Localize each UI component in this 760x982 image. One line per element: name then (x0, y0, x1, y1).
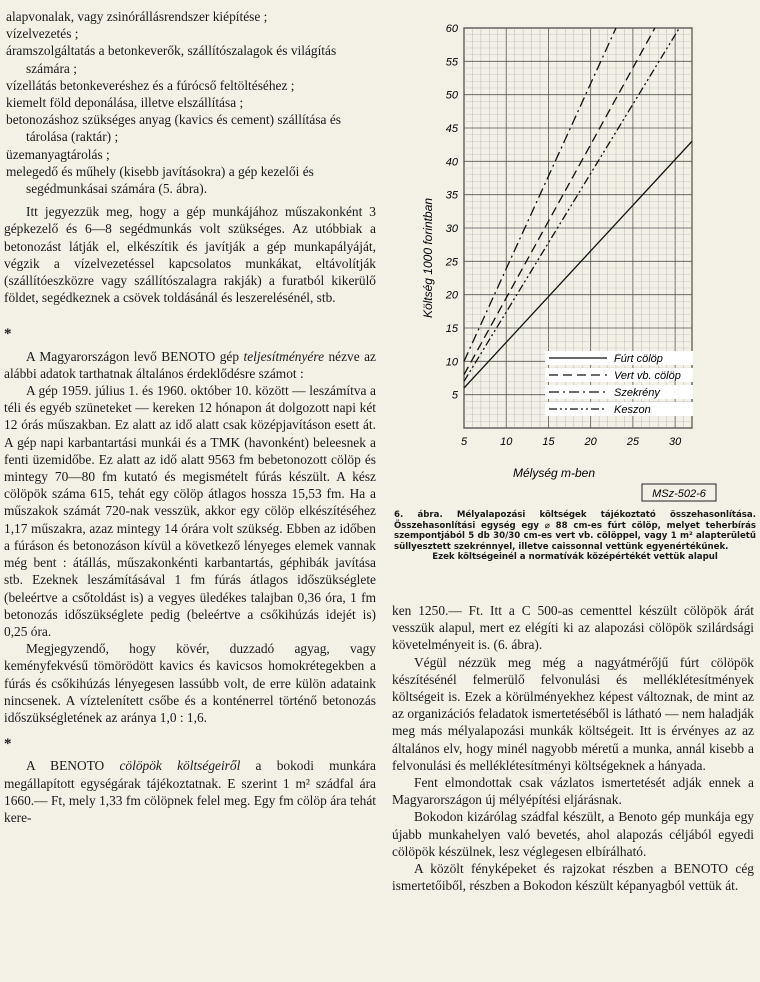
list-item: melegedő és műhely (kisebb javításokra) a gép kezelői és segédmunkásai számára (5. ábra). (6, 163, 314, 197)
caption-last: Ezek költségeinél a normatívák középértékét vettük alapul (432, 552, 718, 563)
list-item: kiemelt föld deponálása, illetve elszállítása ; (6, 95, 244, 111)
left-column (4, 8, 376, 826)
legend-entry: Keszon (614, 404, 651, 416)
x-tick-label: 30 (668, 436, 682, 448)
y-tick-label: 30 (445, 223, 458, 235)
cost-chart (392, 8, 754, 508)
list-item: üzemanyagtárolás ; (6, 146, 110, 162)
paragraph-bokod: Bokodon kizárólag szádfal készült, a Benoto gép munkája egy újabb munkahelyen való bevetés, ahol alapozás céljából egyedi cölöpök készülnek, lesz véglegesen elbírálható. (392, 809, 754, 859)
x-tick-label: 15 (542, 436, 555, 448)
paragraph-crew: Itt jegyezzük meg, hogy a gép munkájához műszakonként 3 gépkezelő és 6—8 segédmunkás volt szükséges. Az utóbbiak a betonozást látják el, elkészítik és javítják a gép munkapályáját, végzik a vízelvezetéssel kapcsolatos munkákat, eltávolítják (szállítóeszközre vagy szállítószalagra rakják) a furatból kikerülő földet, segédkeznek a csövek toldásánál és leszerelésénél, stb. (4, 204, 376, 306)
y-tick-label: 25 (445, 256, 458, 269)
x-axis-label: Mélység m-ben (512, 466, 596, 480)
y-tick-label: 55 (445, 56, 458, 69)
list-item: betonozáshoz szükséges anyag (kavics és cement) szállítása és tárolása (raktár) ; (6, 112, 342, 145)
cost-comparison-figure (392, 8, 754, 568)
x-tick-label: 20 (584, 436, 597, 448)
caption-main: 6. ábra. Mélyalapozási költségek tájékoztató összehasonlítása. Összehasonlítási egység egy ⌀ 88 cm-es fúrt cölöp, melyet teherbírás szempontjából 5 db 30/30 cm-es vert vb. cölöppel, vagy 1 m² alapterületű süllyesztett szekrénnyel, illetve caissonnal vettünk egyenértékűnek. (394, 510, 756, 552)
paragraph-sketch: Fent elmondottak csak vázlatos ismertetését adják ennek a Magyarországon új mélyépítési eljárásnak. (392, 775, 754, 808)
list-item: vízelvezetés ; (6, 26, 79, 42)
paragraph-costs: A BENOTO cölöpök költségeiről a bokodi munkára megállapított egységárak tájékoztatnak. E szerint 1 m² szádfal ára 1660.— Ft, mely 1,33 fm cölöpnek felel meg. Egy fm cölöp ára tehát kere- (4, 758, 376, 825)
y-tick-label: 20 (445, 289, 458, 302)
chart-ticks (445, 23, 682, 448)
paragraph-photos: A közölt fényképeket és rajzokat részben a BENOTO cég ismertetőiből, részben a Bokodon készült képanyagból vettük át. (392, 861, 754, 894)
paragraph-performance: A gép 1959. július 1. és 1960. október 10. között — leszámítva a téli és egyéb szüneteket — kereken 12 hónapon át dolgozott napi két 12 órás műszakban. Ez alatt az idő alatt csak középjavításon esett át. A gép napi karbantartási munkái és a TMK (havonként) beleesnek a fenti üzemidőbe. Ez alatt az idő alatt 9563 fm bebetonozott cölöp és mintegy 70—80 fm kutató és megismételt fúrás készült. A kész cölöpök száma 615, tehát egy cölöp átlagos hossza 15,53 fm. Ha a műszakok számát 720-nak vesszük, akkor egy cölöp elkészítéséhez 1,17 műszakra, azaz mintegy 14 órára volt szükség. Ebben az időben a fúráson és betonozáson kívül a következő lényeges elemek vannak még bent : átállás, műszakonkénti karbantartás, géphibák javítása stb. Ezeknek leszámításával 1 fm fúrás átlagos időszükséglete (beleértve a csőtoldást is) a vegyes üledékes talajban 0,36 óra, 1 fm betonozás időszükséglete pedig (beleértve a csőkihúzás idejét is) 0,25 óra. (4, 383, 376, 639)
legend-entry: Vert vb. cölöp (614, 370, 681, 382)
y-tick-label: 50 (445, 89, 458, 102)
list-item: alapvonalak, vagy zsinórállásrendszer kiépítése ; (6, 9, 268, 24)
y-tick-label: 40 (445, 156, 458, 169)
y-tick-label: 15 (445, 323, 458, 335)
legend-entry: Szekrény (614, 387, 660, 399)
figure-caption (394, 510, 756, 563)
right-column (392, 602, 754, 894)
x-tick-label: 10 (500, 436, 513, 448)
x-tick-label: 25 (626, 436, 640, 448)
y-tick-label: 5 (451, 389, 458, 402)
list-item: áramszolgáltatás a betonkeverők, szállítószalagok és világítás számára ; (6, 43, 337, 76)
y-tick-label: 35 (445, 189, 458, 202)
ref-label: MSz-502-6 (652, 488, 706, 500)
list-item: vízellátás betonkeveréshez és a fúrócső feltöltéséhez ; (6, 77, 295, 93)
paragraph-clay: Megjegyzendő, hogy kövér, duzzadó agyag, vagy keményfekvésű tömörödött kavics és kavicsos homokrétegekben a fúrás és csőkihúzás lényegesen lassúbb volt, de erre külön adataink nincsenek. A víztelenített csőbe és a konténerrel történő betonozás időszükségletének az aránya 1,0 : 1,6. (4, 641, 376, 725)
paragraph-final: Végül nézzük meg még a nagyátmérőjű fúrt cölöpök készítésénél felmerülő felvonulási és melléklétesítmények költségeit is. Ezek a körülményekhez képest változnak, de mint az az organizációs feladatok ismertetéséből is látható — nem haladják meg más mélyalapozási munkák költségeit. Itt is érvényes az az általános elv, hogy minél nagyobb méretű a munka, annál kisebb a felvonulási és melléklétesítményi költségeknek a hányada. (392, 654, 754, 773)
chart-legend (545, 351, 693, 416)
requirements-list (4, 8, 376, 197)
legend-entry: Fúrt cölöp (614, 353, 663, 365)
x-tick-label: 5 (460, 436, 468, 448)
paragraph-performance-intro: A Magyarországon levő BENOTO gép teljesítményére nézve az alábbi adatok tarthatnak általános érdeklődésre számot : (4, 348, 376, 381)
y-axis-label: Költség 1000 forintban (421, 197, 435, 319)
paragraph-cost-continued: ken 1250.— Ft. Itt a C 500-as cementtel készült cölöpök árát vesszük alapul, mert ez elégíti ki az alapozási cölöpök szilárdsági követelményeit is. (6. ábra). (392, 603, 754, 653)
y-tick-label: 60 (445, 23, 458, 35)
y-tick-label: 45 (445, 123, 458, 135)
y-tick-label: 10 (445, 356, 458, 369)
section-separator: * (4, 736, 12, 753)
section-separator: * (4, 326, 12, 343)
